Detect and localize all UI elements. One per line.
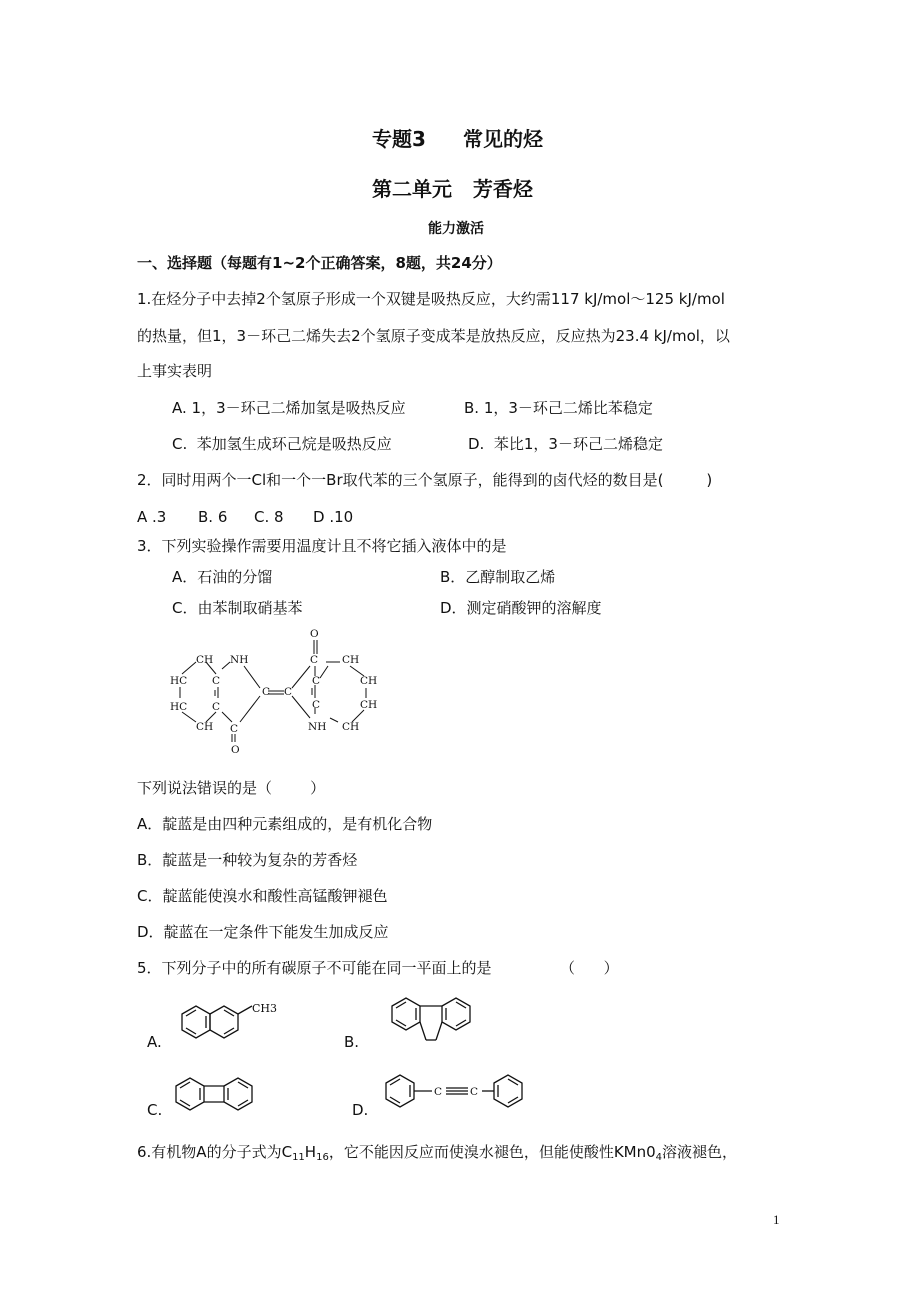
q1-option-d: D. 苯比1，3－环己二烯稳定 (468, 435, 663, 453)
dihydrophenanthrene-structure (386, 990, 486, 1054)
carbon-label: C (470, 1086, 479, 1098)
q1-option-a: A. 1，3－环己二烯加氢是吸热反应 (172, 399, 406, 417)
q3-stem: 3．下列实验操作需要用温度计且不将它插入液体中的是 (137, 537, 507, 555)
q4-option-b: B．靛蓝是一种较为复杂的芳香烃 (137, 851, 358, 869)
atom-label: CH (360, 699, 378, 711)
atom-label: NH (308, 721, 327, 733)
unit-title: 第二单元 芳香烃 (372, 177, 533, 201)
q3-option-b: B．乙醇制取乙烯 (440, 568, 556, 586)
q6-sub-11: 11 (292, 1152, 305, 1163)
q4-stem: 下列说法错误的是（ ） (137, 779, 326, 797)
q6-text-post: ，它不能因反应而使溴水褪色，但能使酸性KMn0 (328, 1143, 656, 1161)
subtitle: 能力激活 (428, 221, 484, 237)
diphenylacetylene-structure (380, 1068, 540, 1114)
q5-label-d: D. (352, 1101, 369, 1119)
atom-label: HC (170, 675, 188, 687)
q2-option-b: B. 6 (198, 508, 228, 526)
atom-label: CH (196, 654, 214, 666)
biphenylene-structure (170, 1072, 266, 1116)
atom-label: HC (170, 701, 188, 713)
atom-label: C (230, 723, 239, 735)
section-heading: 一、选择题（每题有1~2个正确答案，8题，共24分） (137, 254, 502, 272)
atom-label: NH (230, 654, 249, 666)
atom-label: C (212, 675, 221, 687)
atom-label: O (231, 744, 240, 756)
atom-label: C (262, 686, 271, 698)
q3-option-a: A．石油的分馏 (172, 568, 273, 586)
q4-option-d: D．靛蓝在一定条件下能发生加成反应 (137, 923, 389, 941)
q1-line1: 1.在烃分子中去掉2个氢原子形成一个双键是吸热反应，大约需117 kJ/mol～125 kJ/mol (137, 290, 725, 308)
title-part-a: 专题3 (372, 127, 426, 151)
methyl-label: CH3 (252, 1002, 278, 1015)
q6-text-h: H (304, 1143, 317, 1161)
q6-text-pre: 6.有机物A的分子式为C (137, 1143, 293, 1161)
q6-sub-16: 16 (316, 1152, 329, 1163)
atom-label: C (212, 701, 221, 713)
atom-label: CH (342, 721, 360, 733)
q4-option-a: A．靛蓝是由四种元素组成的，是有机化合物 (137, 815, 433, 833)
indigo-structure-diagram (160, 622, 400, 762)
q5-label-a: A. (147, 1033, 162, 1051)
atom-label: O (310, 628, 319, 640)
q2-option-c: C. 8 (254, 508, 284, 526)
q3-option-c: C．由苯制取硝基苯 (172, 599, 303, 617)
atom-label: CH (360, 675, 378, 687)
q6-text-end: 溶液褪色， (662, 1143, 738, 1161)
q6-sub-4: 4 (655, 1152, 663, 1163)
q2-option-a: A .3 (137, 508, 167, 526)
q5-label-c: C. (147, 1101, 163, 1119)
page-number: 1 (773, 1212, 780, 1227)
atom-label: C (312, 699, 321, 711)
q1-line2: 的热量，但1，3－环己二烯失去2个氢原子变成苯是放热反应，反应热为23.4 kJ/mol，以 (137, 327, 730, 345)
q1-line3: 上事实表明 (137, 362, 213, 380)
atom-label: C (284, 686, 293, 698)
carbon-label: C (434, 1086, 443, 1098)
q5-paren: （ ） (560, 959, 619, 977)
atom-label: CH (342, 654, 360, 666)
q1-option-b: B. 1，3－环己二烯比苯稳定 (464, 399, 653, 417)
atom-label: C (312, 675, 321, 687)
q2-stem: 2．同时用两个一Cl和一个一Br取代苯的三个氢原子，能得到的卤代烃的数目是( ) (137, 471, 713, 489)
q4-option-c: C．靛蓝能使溴水和酸性高锰酸钾褪色 (137, 887, 388, 905)
q1-option-c: C. 苯加氢生成环己烷是吸热反应 (172, 435, 392, 453)
q6-line (137, 1142, 737, 1162)
title-part-b: 常见的烃 (463, 127, 543, 151)
atom-label: CH (196, 721, 214, 733)
atom-label: C (310, 654, 319, 666)
q2-option-d: D .10 (313, 508, 354, 526)
q5-stem: 5．下列分子中的所有碳原子不可能在同一平面上的是 (137, 959, 492, 977)
q3-option-d: D．测定硝酸钾的溶解度 (440, 599, 602, 617)
q5-label-b: B. (344, 1033, 360, 1051)
methylnaphthalene-structure (176, 998, 286, 1052)
